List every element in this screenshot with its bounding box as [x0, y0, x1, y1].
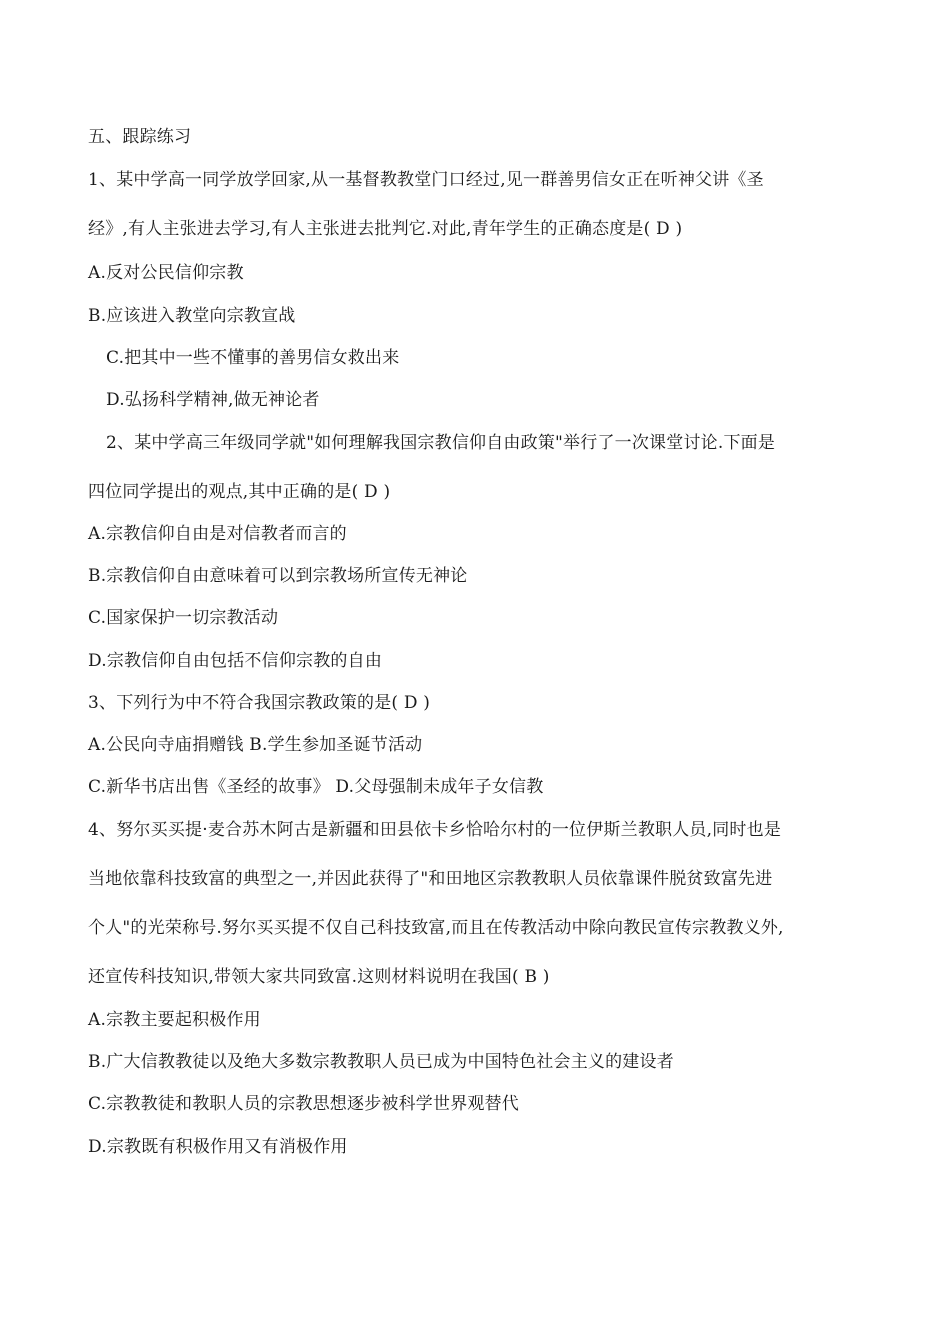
question-1-option-c: C.把其中一些不懂事的善男信女救出来: [106, 348, 400, 368]
question-3-options-cd: C.新华书店出售《圣经的故事》 D.父母强制未成年子女信教: [88, 777, 544, 797]
section-title: 五、跟踪练习: [88, 127, 192, 147]
question-1-stem-line-2: 经》,有人主张进去学习,有人主张进去批判它.对此,青年学生的正确态度是( D ): [88, 219, 683, 239]
question-4-stem-line-3: 个人"的光荣称号.努尔买买提不仅自己科技致富,而且在传教活动中除向教民宣传宗教教义外,: [88, 918, 784, 938]
question-4-option-d: D.宗教既有积极作用又有消极作用: [88, 1137, 348, 1157]
question-2-option-c: C.国家保护一切宗教活动: [88, 608, 279, 628]
question-4-stem-line-1: 4、努尔买买提·麦合苏木阿古是新疆和田县依卡乡恰哈尔村的一位伊斯兰教职人员,同时也是: [88, 820, 782, 840]
question-4-stem-line-4: 还宣传科技知识,带领大家共同致富.这则材料说明在我国( B ): [88, 967, 550, 987]
question-3-stem: 3、下列行为中不符合我国宗教政策的是( D ): [88, 693, 431, 713]
question-2-stem-line-2: 四位同学提出的观点,其中正确的是( D ): [88, 482, 391, 502]
question-2-option-a: A.宗教信仰自由是对信教者而言的: [88, 524, 347, 544]
question-4-option-a: A.宗教主要起积极作用: [88, 1010, 261, 1030]
question-1-option-a: A.反对公民信仰宗教: [88, 263, 244, 283]
question-1-stem-line-1: 1、某中学高一同学放学回家,从一基督教教堂门口经过,见一群善男信女正在听神父讲《圣: [88, 170, 764, 190]
question-2-option-d: D.宗教信仰自由包括不信仰宗教的自由: [88, 651, 383, 671]
question-1-option-d: D.弘扬科学精神,做无神论者: [106, 390, 320, 410]
question-3-options-ab: A.公民向寺庙捐赠钱 B.学生参加圣诞节活动: [88, 735, 423, 755]
question-1-option-b: B.应该进入教堂向宗教宣战: [88, 306, 296, 326]
question-2-stem-line-1: 2、某中学高三年级同学就"如何理解我国宗教信仰自由政策"举行了一次课堂讨论.下面是: [106, 433, 776, 453]
question-4-option-b: B.广大信教教徒以及绝大多数宗教教职人员已成为中国特色社会主义的建设者: [88, 1052, 674, 1072]
question-4-stem-line-2: 当地依靠科技致富的典型之一,并因此获得了"和田地区宗教教职人员依靠课件脱贫致富先进: [88, 869, 773, 889]
question-2-option-b: B.宗教信仰自由意味着可以到宗教场所宣传无神论: [88, 566, 468, 586]
question-4-option-c: C.宗教教徒和教职人员的宗教思想逐步被科学世界观替代: [88, 1094, 520, 1114]
